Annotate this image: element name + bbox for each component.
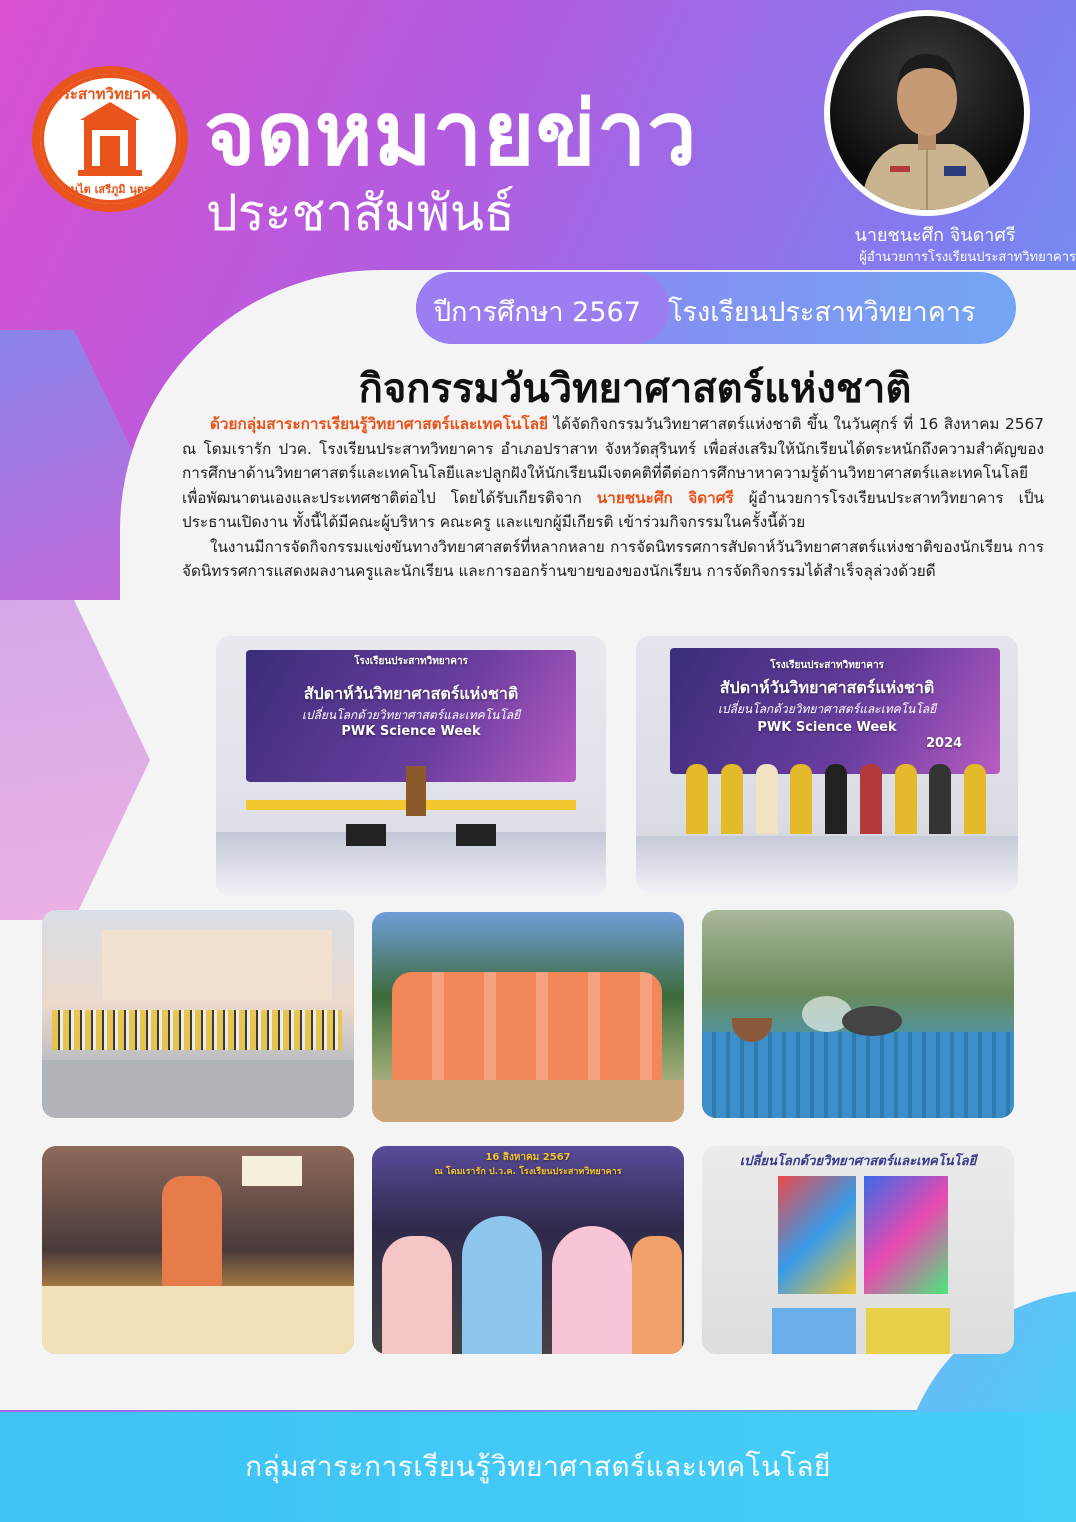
article-body [182,412,1044,584]
newsletter-title: จดหมายข่าว [204,82,698,185]
photo-terrarium-display [702,910,1014,1118]
academic-year: ปีการศึกษา 2567 [434,297,641,328]
person-icon [830,16,1024,210]
stage-caption-title: สัปดาห์วันวิทยาศาสตร์แห่งชาติ [303,684,519,703]
paragraph-1-text-a: ได้จัดกิจกรรมวันวิทยาศาสตร์แห่งชาติ ขึ้น ในวันศุกร์ ที่ 16 สิงหาคม 2567 ณ โดมเรารัก ปวค. โรงเรียนประสาทวิทยาคาร อำเภอปราสาท จังหวัดสุรินทร์ เพื่อส่งเสริมให้นักเรียนได้ตระหนักถึงความสำคัญของการศึกษาด้านวิทยาศาสตร์และเทคโนโลยีและปลูกฝังให้นักเรียนมีเจตคติที่ดีต่อการศึกษาหาความรู้ด้านวิทยาศาสตร์และเทคโนโลยี เพื่อพัฒนาตนเองและประเทศชาติต่อไป โดยได้รับเกียรติจาก [182,415,1044,507]
photo-costume-contest [372,1146,684,1354]
article-paragraph-2: ในงานมีการจัดกิจกรรมแข่งขันทางวิทยาศาสตร์ที่หลากหลาย การจัดนิทรรศการสัปดาห์วันวิทยาศาสตร์แห่งชาติของนักเรียน การจัดนิทรรศการแสดงผลงานครูและนักเรียน และการออกร้านขายของของนักเรียน การจัดกิจกรรมได้สำเร็จลุล่วงด้วยดี [182,537,1044,580]
art-banner-text: เปลี่ยนโลกด้วยวิทยาศาสตร์และเทคโนโลยี [739,1154,977,1169]
photo-science-booth [42,1146,354,1354]
director-position: ผู้อำนวยการโรงเรียนประสาทวิทยาคาร [859,250,1076,265]
photo-art-exhibition [702,1146,1014,1354]
stage-caption-year: 2024 [926,736,963,751]
stage-caption-title-2: สัปดาห์วันวิทยาศาสตร์แห่งชาติ [719,678,935,697]
newsletter-subtitle: ประชาสัมพันธ์ [206,184,515,242]
article-paragraph-1 [182,412,1044,535]
paragraph-1-text-b: ผู้อำนวยการโรงเรียนประสาทวิทยาคาร เป็นประธานเปิดงาน ทั้งนี้ได้มีคณะผู้บริหาร คณะครู และแขกผู้มีเกียรติ เข้าร่วมกิจกรรมในครั้งนี้ด้วย [182,488,1044,531]
photo-stage-group [636,636,1018,892]
school-logo [32,66,188,212]
photo-students-dome [42,910,354,1118]
director-portrait [824,10,1030,216]
stage-caption-week: PWK Science Week [341,724,481,739]
logo-text-top: ประสาทวิทยาคาร [52,85,168,103]
event-place: ณ โดมเรารัก ป.ว.ค. โรงเรียนประสาทวิทยาคาร [434,1167,622,1177]
stage-school-label-2: โรงเรียนประสาทวิทยาคาร [770,660,884,671]
event-date: 16 สิงหาคม 2567 [485,1152,571,1163]
director-name: นายชนะศึก จินดาศรี [854,225,1016,246]
article-headline: กิจกรรมวันวิทยาศาสตร์แห่งชาติ [358,366,912,412]
photo-stage-opening [216,636,606,896]
stage-caption-theme: เปลี่ยนโลกด้วยวิทยาศาสตร์และเทคโนโลยี [301,708,521,722]
school-name: โรงเรียนประสาทวิทยาคาร [668,297,976,328]
stage-school-label: โรงเรียนประสาทวิทยาคาร [354,656,468,667]
photo-student-food-stall [372,912,684,1122]
footer-department: กลุ่มสาระการเรียนรู้วิทยาศาสตร์และเทคโนโลยี [245,1450,831,1483]
logo-text-bottom: ทนไต เสรีภูมิ นุตรสุ [63,183,157,196]
stage-caption-week-2: PWK Science Week [757,720,897,735]
stage-caption-theme-2: เปลี่ยนโลกด้วยวิทยาศาสตร์และเทคโนโลยี [717,702,937,716]
footer-bar [0,1412,1076,1522]
director-name-highlight: นายชนะศึก จิดาศรี [596,488,734,507]
department-highlight: ด้วยกลุ่มสาระการเรียนรู้วิทยาศาสตร์และเทคโนโลยี [210,415,548,433]
